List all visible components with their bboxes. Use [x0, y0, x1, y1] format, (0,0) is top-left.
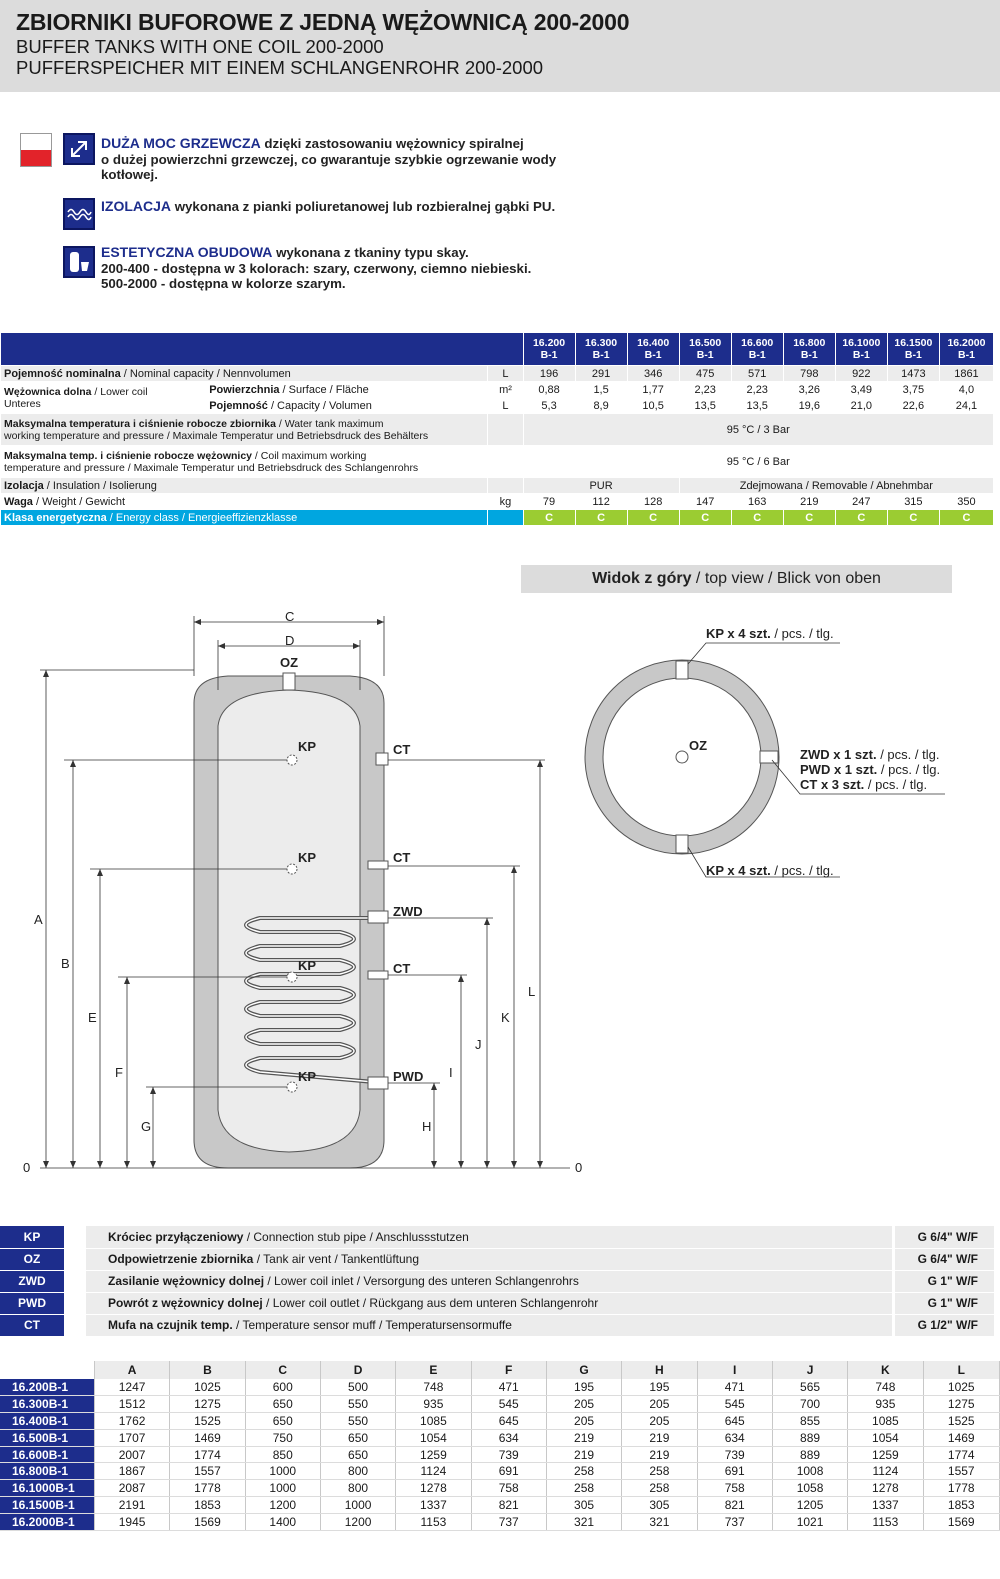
dimension-header: K	[848, 1361, 923, 1379]
feature-casing	[101, 245, 701, 292]
dimension-cell: 1525	[170, 1413, 245, 1430]
dimension-cell: 471	[697, 1379, 772, 1396]
dimension-header: I	[697, 1361, 772, 1379]
dimension-cell: 205	[546, 1396, 621, 1413]
dimension-cell: 748	[396, 1379, 471, 1396]
oz-label: OZ	[280, 655, 299, 670]
dim-label-d: D	[285, 633, 295, 648]
dimension-header: H	[622, 1361, 697, 1379]
model-header: 16.1000 B-1	[835, 333, 887, 366]
coil-label: Wężownica dolna / Lower coil Unteres	[1, 382, 206, 414]
zwd-port	[368, 911, 388, 923]
dimension-cell: 1774	[923, 1446, 999, 1463]
pwd-label: PWD	[393, 1069, 424, 1084]
max-tank-row: Maksymalna temperatura i ciśnienie robocze zbiornika / Water tank maximum working temperature and pressure / Maximale Temperatur und Betriebsdruck des Behälters 95 °C / 3 Bar	[1, 414, 994, 446]
dim-label-k: K	[501, 1010, 510, 1025]
feature-highlight: DUŻA MOC GRZEWCZA	[101, 135, 261, 151]
dimension-cell: 850	[245, 1446, 320, 1463]
dimension-cell: 600	[245, 1379, 320, 1396]
dimension-header: G	[546, 1361, 621, 1379]
dimension-cell: 258	[622, 1480, 697, 1497]
dim-label-f: F	[115, 1065, 123, 1080]
dimension-cell: 739	[697, 1446, 772, 1463]
zero-label: 0	[575, 1160, 583, 1175]
tv-pwd: PWD x 1 szt. / pcs. / tlg.	[800, 762, 941, 777]
dimension-cell: 650	[320, 1429, 395, 1446]
dimension-cell: 889	[772, 1429, 847, 1446]
dimension-cell: 1153	[848, 1513, 923, 1530]
dimension-cell: 1337	[396, 1497, 471, 1514]
dimension-cell: 321	[546, 1513, 621, 1530]
dimension-cell: 1247	[94, 1379, 169, 1396]
dimension-cell: 1275	[170, 1396, 245, 1413]
coil-volume-row: Pojemność / Capacity / Volumen L 5,3 8,9 10,5 13,5 13,5 19,6 21,0 22,6 24,1	[1, 398, 994, 414]
dimension-row	[0, 1446, 1000, 1463]
dim-label-l: L	[528, 984, 536, 999]
dimension-cell: 195	[546, 1379, 621, 1396]
dimension-cell: 195	[622, 1379, 697, 1396]
model-header: 16.600 B-1	[731, 333, 783, 366]
ct-label: CT	[393, 850, 411, 865]
connection-row: CT Mufa na czujnik temp. / Temperature sensor muff / Temperatursensormuffe G 1/2" W/F	[0, 1314, 994, 1336]
dimension-cell: 1085	[396, 1413, 471, 1430]
ct-label: CT	[393, 742, 411, 757]
model-cell: 16.500B-1	[0, 1429, 94, 1446]
feature-text: wykonana z tkaniny typu skay.	[272, 245, 469, 260]
model-header: 16.2000 B-1	[939, 333, 993, 366]
dimension-cell: 935	[396, 1396, 471, 1413]
model-cell: 16.200B-1	[0, 1379, 94, 1396]
dimension-cell: 1085	[848, 1413, 923, 1430]
weight-row: Waga / Weight / Gewicht kg 79 112 128 147 163 219 247 315 350	[1, 494, 994, 510]
model-cell: 16.800B-1	[0, 1463, 94, 1480]
dimension-cell: 700	[772, 1396, 847, 1413]
zwd-label: ZWD	[393, 904, 423, 919]
dimension-cell: 258	[622, 1463, 697, 1480]
max-coil-value: 95 °C / 6 Bar	[523, 446, 993, 478]
dimension-cell: 1054	[848, 1429, 923, 1446]
dimension-cell: 758	[697, 1480, 772, 1497]
top-view-header: Widok z góry / top view / Blick von oben	[521, 565, 952, 593]
dimension-cell: 1853	[923, 1497, 999, 1514]
dimension-row	[0, 1513, 1000, 1530]
dimension-header: A	[94, 1361, 169, 1379]
coil-surface-row: Wężownica dolna / Lower coil Unteres Powierzchnia / Surface / Fläche m² 0,88 1,5 1,77 2,23 2,23 3,26 3,49 3,75 4,0	[1, 382, 994, 398]
dim-label-i: I	[449, 1065, 453, 1080]
insulation-icon	[63, 198, 95, 230]
max-coil-row: Maksymalna temp. i ciśnienie robocze wężownicy / Coil maximum working temperature and pressure / Maximale Temperatur und Betriebsdruck des Schlangenrohrs 95 °C / 6 Bar	[1, 446, 994, 478]
dimension-cell: 550	[320, 1413, 395, 1430]
feature-line: 500-2000 - dostępna w kolorze szarym.	[101, 276, 346, 291]
model-cell: 16.400B-1	[0, 1413, 94, 1430]
dimension-header: F	[471, 1361, 546, 1379]
dimension-cell: 645	[697, 1413, 772, 1430]
tv-kp-top: KP x 4 szt. / pcs. / tlg.	[706, 626, 834, 641]
insulation-row: Izolacja / Insulation / Isolierung PUR Zdejmowana / Removable / Abnehmbar	[1, 478, 994, 494]
dimension-cell: 691	[471, 1463, 546, 1480]
dimension-cell: 1469	[170, 1429, 245, 1446]
dimension-row	[0, 1413, 1000, 1430]
dimension-cell: 2007	[94, 1446, 169, 1463]
model-cell: 16.2000B-1	[0, 1513, 94, 1530]
dimension-cell: 1337	[848, 1497, 923, 1514]
dimension-cell: 1000	[245, 1463, 320, 1480]
model-header: 16.500 B-1	[679, 333, 731, 366]
dimension-cell: 1205	[772, 1497, 847, 1514]
dimension-cell: 750	[245, 1429, 320, 1446]
dim-label-b: B	[61, 956, 70, 971]
dimension-cell: 935	[848, 1396, 923, 1413]
dimension-cell: 650	[320, 1446, 395, 1463]
dimension-cell: 219	[546, 1446, 621, 1463]
dimension-cell: 1945	[94, 1513, 169, 1530]
dimension-cell: 305	[546, 1497, 621, 1514]
model-cell: 16.600B-1	[0, 1446, 94, 1463]
dimension-row	[0, 1396, 1000, 1413]
dimension-cell: 1008	[772, 1463, 847, 1480]
dimension-cell: 1124	[396, 1463, 471, 1480]
dim-label-e: E	[88, 1010, 97, 1025]
dimension-cell: 645	[471, 1413, 546, 1430]
dimension-cell: 1557	[170, 1463, 245, 1480]
model-header: 16.200 B-1	[523, 333, 575, 366]
connections-table	[0, 1226, 994, 1337]
dimension-cell: 889	[772, 1446, 847, 1463]
dimension-cell: 1124	[848, 1463, 923, 1480]
dim-label-c: C	[285, 609, 295, 624]
dimension-cell: 634	[471, 1429, 546, 1446]
dim-label-g: G	[141, 1119, 152, 1134]
dimension-cell: 634	[697, 1429, 772, 1446]
dimension-row	[0, 1497, 1000, 1514]
dimension-cell: 205	[622, 1413, 697, 1430]
model-cell: 16.1000B-1	[0, 1480, 94, 1497]
kp-port	[287, 972, 297, 982]
dimension-cell: 800	[320, 1480, 395, 1497]
dimension-cell: 1025	[170, 1379, 245, 1396]
ct-port	[368, 971, 388, 979]
dimension-cell: 1275	[923, 1396, 999, 1413]
dimension-cell: 305	[622, 1497, 697, 1514]
kp-port	[287, 755, 297, 765]
feature-heating-power	[101, 136, 701, 183]
title-german: PUFFERSPEICHER MIT EINEM SCHLANGENROHR 200-2000	[16, 57, 544, 78]
feature-highlight: ESTETYCZNA OBUDOWA	[101, 244, 273, 260]
dimension-cell: 205	[546, 1413, 621, 1430]
dimension-cell: 737	[697, 1513, 772, 1530]
dimension-cell: 545	[697, 1396, 772, 1413]
tv-kp-bottom: KP x 4 szt. / pcs. / tlg.	[706, 863, 834, 878]
title-english: BUFFER TANKS WITH ONE COIL 200-2000	[16, 36, 384, 57]
zero-label: 0	[23, 1160, 31, 1175]
kp-port	[287, 1082, 297, 1092]
spec-table	[0, 332, 994, 526]
max-tank-value: 95 °C / 3 Bar	[523, 414, 993, 446]
tv-zwd: ZWD x 1 szt. / pcs. / tlg.	[800, 747, 940, 762]
dimension-cell: 1054	[396, 1429, 471, 1446]
expand-arrow-icon	[63, 133, 95, 165]
dimension-header: B	[170, 1361, 245, 1379]
dimension-cell: 1778	[170, 1480, 245, 1497]
feature-highlight: IZOLACJA	[101, 198, 171, 214]
dimension-cell: 1153	[396, 1513, 471, 1530]
dimension-cell: 691	[697, 1463, 772, 1480]
model-header: 16.1500 B-1	[887, 333, 939, 366]
dimension-cell: 219	[546, 1429, 621, 1446]
dimension-header: E	[396, 1361, 471, 1379]
dimension-cell: 550	[320, 1396, 395, 1413]
dimension-cell: 1867	[94, 1463, 169, 1480]
feature-insulation	[101, 199, 701, 215]
model-header: 16.400 B-1	[627, 333, 679, 366]
dimension-cell: 1021	[772, 1513, 847, 1530]
tv-ct: CT x 3 szt. / pcs. / tlg.	[800, 777, 928, 792]
dimension-cell: 545	[471, 1396, 546, 1413]
feature-line: 200-400 - dostępna w 3 kolorach: szary, czerwony, ciemno niebieski.	[101, 260, 532, 276]
dimension-cell: 565	[772, 1379, 847, 1396]
dimensions-header-row	[0, 1361, 1000, 1379]
connection-row: OZ Odpowietrzenie zbiornika / Tank air vent / Tankentlüftung G 6/4" W/F	[0, 1248, 994, 1270]
dimension-cell: 650	[245, 1413, 320, 1430]
dimension-cell: 737	[471, 1513, 546, 1530]
page-header	[0, 0, 1000, 92]
dimension-cell: 1778	[923, 1480, 999, 1497]
top-view	[585, 626, 945, 878]
energy-class-row: Klasa energetyczna / Energy class / Energieeffizienzklasse C C C C C C C C C	[1, 510, 994, 526]
tank-drawing	[0, 600, 1000, 1190]
feature-text: dzięki zastosowaniu wężownicy spiralnej	[260, 136, 524, 151]
connection-row: ZWD Zasilanie wężownicy dolnej / Lower coil inlet / Versorgung des unteren Schlangenrohrs G 1" W/F	[0, 1270, 994, 1292]
dimension-cell: 650	[245, 1396, 320, 1413]
dim-label-h: H	[422, 1119, 432, 1134]
kp-label: KP	[298, 958, 317, 973]
dimension-cell: 748	[848, 1379, 923, 1396]
dimension-row	[0, 1429, 1000, 1446]
feature-text: wykonana z pianki poliuretanowej lub rozbieralnej gąbki PU.	[171, 199, 556, 214]
dimension-cell: 1569	[923, 1513, 999, 1530]
casing-icon	[63, 246, 95, 278]
dimension-cell: 1058	[772, 1480, 847, 1497]
dimension-cell: 1707	[94, 1429, 169, 1446]
dimension-header: C	[245, 1361, 320, 1379]
dimension-cell: 258	[546, 1463, 621, 1480]
dimension-cell: 800	[320, 1463, 395, 1480]
dimension-cell: 1000	[320, 1497, 395, 1514]
dimension-cell: 1853	[170, 1497, 245, 1514]
dimension-cell: 500	[320, 1379, 395, 1396]
dimension-cell: 1774	[170, 1446, 245, 1463]
pwd-port	[368, 1077, 388, 1089]
dimension-cell: 205	[622, 1396, 697, 1413]
dimension-cell: 1512	[94, 1396, 169, 1413]
dimension-cell: 2087	[94, 1480, 169, 1497]
dimension-cell: 1259	[848, 1446, 923, 1463]
dimension-row	[0, 1480, 1000, 1497]
dimension-row	[0, 1379, 1000, 1396]
dimension-cell: 1025	[923, 1379, 999, 1396]
dim-label-j: J	[475, 1037, 482, 1052]
dimension-cell: 1200	[320, 1513, 395, 1530]
dimensions-table	[0, 1361, 1000, 1531]
ct-port	[376, 753, 388, 765]
dimension-cell: 1557	[923, 1463, 999, 1480]
dimension-cell: 1525	[923, 1413, 999, 1430]
capacity-row: Pojemność nominalna / Nominal capacity / Nennvolumen L 196 291 346 475 571 798 922 1473 1861	[1, 366, 994, 382]
dimension-cell: 1259	[396, 1446, 471, 1463]
dimension-cell: 1000	[245, 1480, 320, 1497]
dimension-cell: 821	[471, 1497, 546, 1514]
dimension-cell: 1278	[848, 1480, 923, 1497]
kp-label: KP	[298, 850, 317, 865]
dimension-header: L	[923, 1361, 999, 1379]
polish-flag-icon	[20, 133, 52, 167]
dimension-cell: 1762	[94, 1413, 169, 1430]
model-cell: 16.1500B-1	[0, 1497, 94, 1514]
dimension-cell: 1400	[245, 1513, 320, 1530]
dimension-cell: 219	[622, 1446, 697, 1463]
ct-port	[368, 861, 388, 869]
dimension-cell: 739	[471, 1446, 546, 1463]
kp-label: KP	[298, 1069, 317, 1084]
title-polish: ZBIORNIKI BUFOROWE Z JEDNĄ WĘŻOWNICĄ 200-2000	[16, 9, 630, 35]
dimension-cell: 821	[697, 1497, 772, 1514]
dimension-cell: 471	[471, 1379, 546, 1396]
tank-body	[194, 673, 384, 1168]
ct-label: CT	[393, 961, 411, 976]
dimension-cell: 258	[546, 1480, 621, 1497]
connection-row: PWD Powrót z wężownicy dolnej / Lower coil outlet / Rückgang aus dem unteren Schlangenrohr G 1" W/F	[0, 1292, 994, 1314]
connection-row: KP Króciec przyłączeniowy / Connection stub pipe / Anschlussstutzen G 6/4" W/F	[0, 1226, 994, 1248]
model-cell: 16.300B-1	[0, 1396, 94, 1413]
kp-port	[287, 864, 297, 874]
dim-label-a: A	[34, 912, 43, 927]
dimension-cell: 2191	[94, 1497, 169, 1514]
dimension-cell: 1278	[396, 1480, 471, 1497]
kp-label: KP	[298, 739, 317, 754]
dimension-cell: 219	[622, 1429, 697, 1446]
spec-header-row	[1, 333, 994, 366]
oz-label: OZ	[689, 738, 708, 753]
feature-line: o dużej powierzchni grzewczej, co gwarantuje szybkie ogrzewanie wody	[101, 151, 557, 167]
dimension-header: J	[772, 1361, 847, 1379]
dimension-cell: 321	[622, 1513, 697, 1530]
dimension-cell: 758	[471, 1480, 546, 1497]
dimension-row	[0, 1463, 1000, 1480]
dimension-cell: 1200	[245, 1497, 320, 1514]
feature-line: kotłowej.	[101, 167, 158, 182]
dimension-cell: 855	[772, 1413, 847, 1430]
model-header: 16.800 B-1	[783, 333, 835, 366]
dimension-cell: 1569	[170, 1513, 245, 1530]
dimension-cell: 1469	[923, 1429, 999, 1446]
dimension-header: D	[320, 1361, 395, 1379]
model-header: 16.300 B-1	[575, 333, 627, 366]
